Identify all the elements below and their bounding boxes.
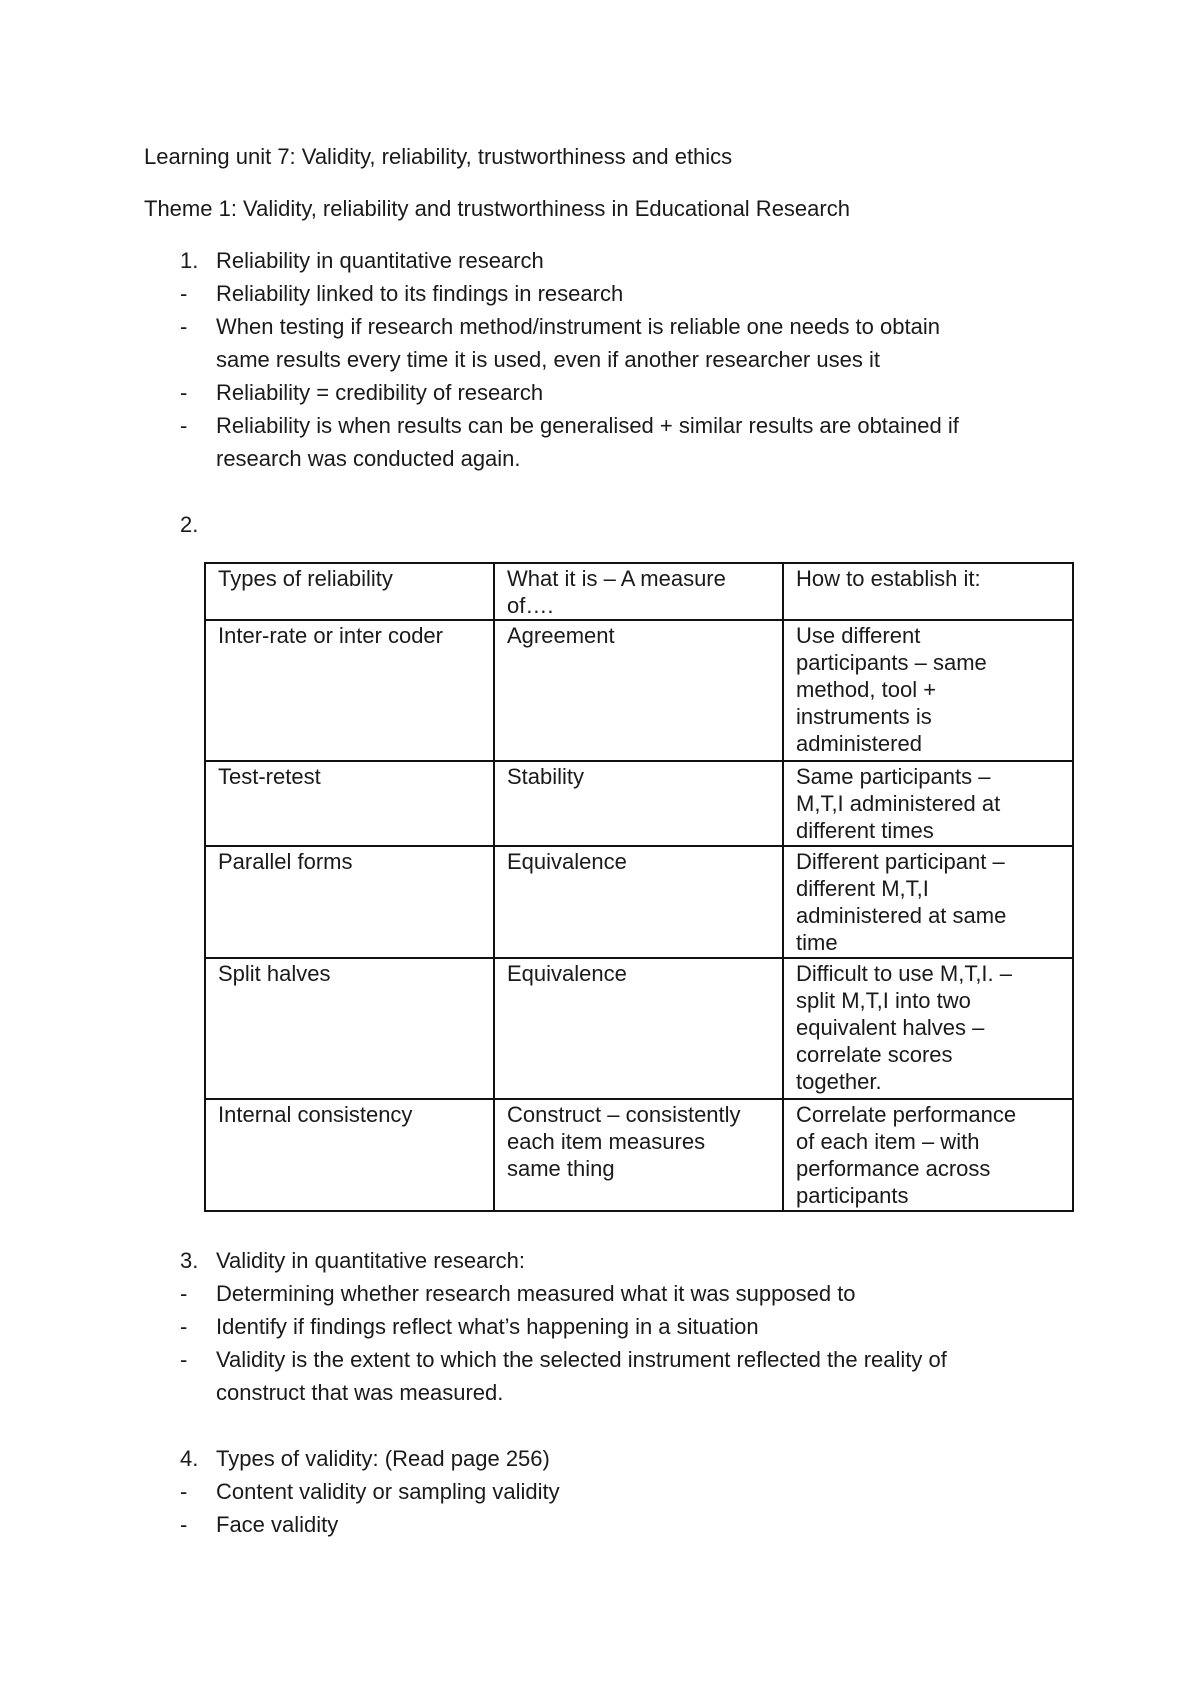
table-cell: Different participant – different M,T,I administered at same time bbox=[783, 846, 1073, 958]
dash-marker: - bbox=[180, 1512, 188, 1537]
page-title: Learning unit 7: Validity, reliability, trustworthiness and ethics bbox=[144, 144, 733, 169]
list-number: 4. bbox=[180, 1446, 199, 1471]
reliability-table bbox=[204, 562, 1074, 1212]
dash-marker: - bbox=[180, 1281, 188, 1306]
dash-marker: - bbox=[180, 314, 188, 339]
table-header-row bbox=[205, 563, 1073, 620]
list-item-text: Validity is the extent to which the selected instrument reflected the reality of bbox=[216, 1347, 947, 1372]
table-cell: Difficult to use M,T,I. – split M,T,I into two equivalent halves – correlate scores together. bbox=[783, 958, 1073, 1099]
table-header-cell: What it is – A measure of…. bbox=[494, 563, 783, 620]
list-number: 2. bbox=[180, 512, 199, 537]
list-item-continuation: construct that was measured. bbox=[216, 1380, 504, 1405]
dash-marker: - bbox=[180, 1314, 188, 1339]
list-item-text: Reliability is when results can be generalised + similar results are obtained if bbox=[216, 413, 959, 438]
table-cell: Split halves bbox=[205, 958, 494, 1099]
list-item-text: Reliability linked to its findings in research bbox=[216, 281, 624, 306]
table-row bbox=[205, 1099, 1073, 1211]
list-item-text: Content validity or sampling validity bbox=[216, 1479, 560, 1504]
table-cell: Test-retest bbox=[205, 761, 494, 846]
table-cell: Agreement bbox=[494, 620, 783, 761]
list-item-text: Determining whether research measured what it was supposed to bbox=[216, 1281, 856, 1306]
table-cell: Same participants – M,T,I administered at different times bbox=[783, 761, 1073, 846]
table-cell: Stability bbox=[494, 761, 783, 846]
dash-marker: - bbox=[180, 380, 188, 405]
table-cell: Inter-rate or inter coder bbox=[205, 620, 494, 761]
table-cell: Equivalence bbox=[494, 958, 783, 1099]
list-number: 1. bbox=[180, 248, 199, 273]
table-row bbox=[205, 958, 1073, 1099]
list-item-continuation: research was conducted again. bbox=[216, 446, 521, 471]
table-cell: Equivalence bbox=[494, 846, 783, 958]
table-cell: Construct – consistently each item measures same thing bbox=[494, 1099, 783, 1211]
list-number: 3. bbox=[180, 1248, 199, 1273]
table-row bbox=[205, 620, 1073, 761]
table-cell: Use different participants – same method, tool + instruments is administered bbox=[783, 620, 1073, 761]
dash-marker: - bbox=[180, 1347, 188, 1372]
list-item-text: Types of validity: (Read page 256) bbox=[216, 1446, 550, 1471]
list-item-text: Reliability in quantitative research bbox=[216, 248, 544, 273]
table-cell: Correlate performance of each item – with performance across participants bbox=[783, 1099, 1073, 1211]
table-cell: Internal consistency bbox=[205, 1099, 494, 1211]
dash-marker: - bbox=[180, 1479, 188, 1504]
table-header-cell: How to establish it: bbox=[783, 563, 1073, 620]
table-cell: Parallel forms bbox=[205, 846, 494, 958]
list-item-text: Reliability = credibility of research bbox=[216, 380, 544, 405]
list-item-continuation: same results every time it is used, even if another researcher uses it bbox=[216, 347, 880, 372]
table-header-cell: Types of reliability bbox=[205, 563, 494, 620]
list-item-text: Validity in quantitative research: bbox=[216, 1248, 525, 1273]
list-item-text: When testing if research method/instrument is reliable one needs to obtain bbox=[216, 314, 940, 339]
table-row bbox=[205, 846, 1073, 958]
list-item-text: Identify if findings reflect what’s happening in a situation bbox=[216, 1314, 759, 1339]
dash-marker: - bbox=[180, 413, 188, 438]
table-row bbox=[205, 761, 1073, 846]
dash-marker: - bbox=[180, 281, 188, 306]
theme-heading: Theme 1: Validity, reliability and trustworthiness in Educational Research bbox=[144, 196, 850, 221]
list-item-text: Face validity bbox=[216, 1512, 339, 1537]
